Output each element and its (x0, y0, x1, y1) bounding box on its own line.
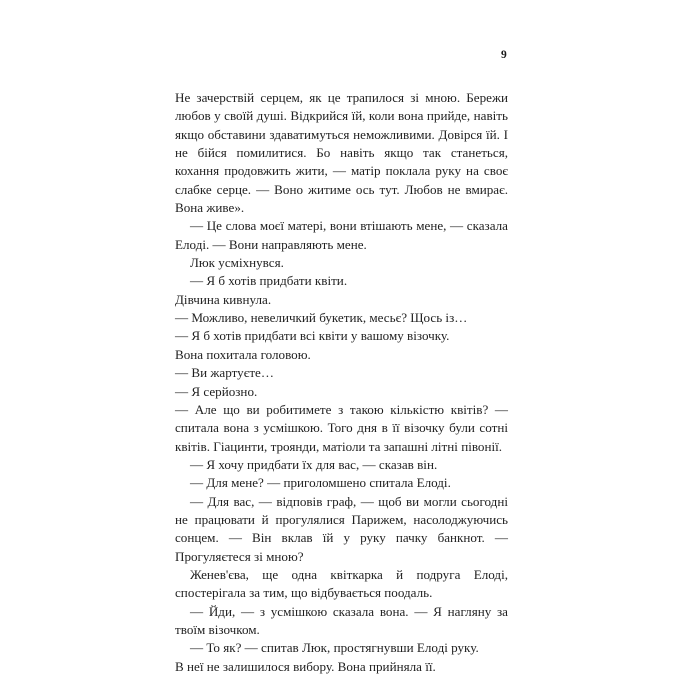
paragraph: — Йди, — з усмішкою сказала вона. — Я нагляну за твоїм візочком. (175, 603, 508, 637)
paragraph: — Це слова моєї матері, вони втішають мене, — сказала Елоді. — Вони направляють мене. (175, 218, 508, 252)
paragraph: — Для мене? — приголомшено спитала Елоді. (190, 475, 451, 491)
paragraph: Люк усміхнувся. (190, 255, 284, 271)
paragraph: — Ви жартуєте… (175, 365, 274, 381)
paragraph: — Можливо, невеличкий букетик, месьє? Щось із… (175, 310, 468, 326)
paragraph: — Але що ви робитимете з такою кількістю квітів? — спитала вона з усмішкою. Того дня в її візочку були сотні квітів. Гіацинти, троянди, матіоли та запашні літні півонії. (175, 401, 508, 454)
paragraph: Не зачерствій серцем, як це трапилося зі мною. Бережи любов у своїй душі. Відкрийся їй, коли вона прийде, навіть якщо обставини здаватимуться неможливими. Довірся їй. І не бійся помилитися. Бо навіть якщо так станеться, кохання продовжить жити, — матір поклала руку на своє слабке серце. — Воно житиме ось тут. Любов не вмирає. Вона живе». (175, 90, 508, 216)
paragraph: — То як? — спитав Люк, простягнувши Елоді руку. (190, 640, 479, 656)
paragraph: В неї не залишилося вибору. Вона прийняла її. (175, 658, 436, 674)
paragraph: — Для вас, — відповів граф, — щоб ви могли сьогодні не працювати й прогулялися Парижем, насолоджуючись сонцем. — Він вклав їй у руку пачку банкнот. — Прогуляєтеся зі мною? (175, 493, 508, 564)
paragraph: Дівчина кивнула. (175, 291, 272, 307)
paragraph: — Я хочу придбати їх для вас, — сказав він. (190, 456, 438, 472)
paragraph: — Я б хотів придбати всі квіти у вашому візочку. (175, 328, 450, 344)
paragraph: — Я б хотів придбати квіти. (190, 273, 348, 289)
paragraph: Женев'єва, ще одна квіткарка й подруга Елоді, спостерігала за тим, що відбувається поодаль. (175, 566, 508, 601)
page-number: 9 (501, 49, 507, 61)
body-text-column (175, 89, 508, 676)
paragraph: — Я серйозно. (175, 383, 258, 399)
paragraph: Вона похитала головою. (175, 346, 311, 362)
